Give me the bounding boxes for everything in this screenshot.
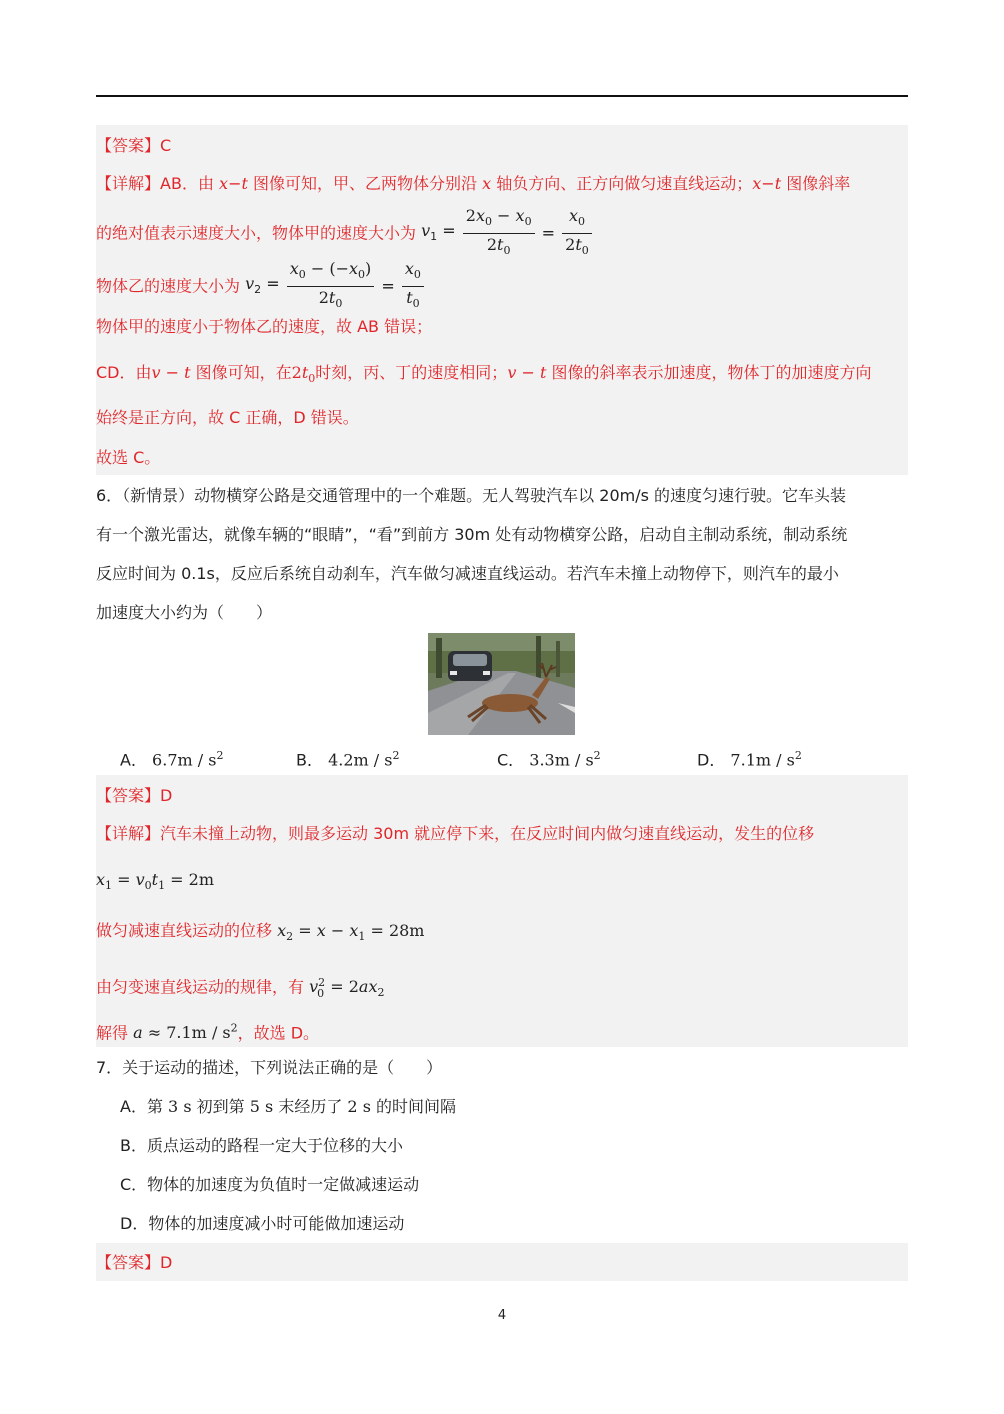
q7-answer-label: 【答案】D: [96, 1253, 173, 1272]
q7-option-b[interactable]: B．质点运动的路程一定大于位移的大小: [120, 1136, 403, 1155]
q5-answer-label: 【答案】C: [96, 136, 172, 155]
q7-option-d[interactable]: D．物体的加速度减小时可能做加速运动: [120, 1214, 405, 1233]
q7-option-a[interactable]: A．第 3 s 初到第 5 s 末经历了 2 s 的时间间隔: [120, 1097, 457, 1116]
q6-stem-line2: 有一个激光雷达，就像车辆的“眼睛”，“看”到前方 30m 处有动物横穿公路，启动自主制动系统，制动系统: [96, 525, 848, 544]
header-rule: [96, 95, 908, 97]
q5-detail-line7: 故选 C。: [96, 448, 161, 467]
q6-detail-line4: 由匀变速直线运动的规律，有 $v_0^2 = 2ax_2$: [96, 976, 385, 1000]
page-number: 4: [497, 1308, 507, 1323]
q6-stem-line3: 反应时间为 0.1s，反应后系统自动刹车，汽车做匀减速直线运动。若汽车未撞上动物停下，则汽车的最小: [96, 564, 839, 583]
q5-detail-line1: 【详解】AB．由 x−t 图像可知，甲、乙两物体分别沿 x 轴负方向、正方向做匀速直线运动；x−t 图像斜率: [96, 174, 851, 193]
q6-detail-line1: 【详解】汽车未撞上动物，则最多运动 30m 就应停下来，在反应时间内做匀速直线运动，发生的位移: [96, 824, 815, 843]
q6-stem-line1: 6．（新情景）动物横穿公路是交通管理中的一个难题。无人驾驶汽车以 20m/s 的速度匀速行驶。它车头装: [96, 486, 847, 505]
q6-option-a[interactable]: A． $6.7m / s^2$: [120, 749, 224, 770]
q6-detail-line5: 解得 $a \approx 7.1m / s^2$，故选 D。: [96, 1022, 320, 1043]
q6-option-c[interactable]: C． $3.3m / s^2$: [497, 749, 601, 770]
q6-answer-box: [96, 775, 908, 1047]
q5-detail-line2: 的绝对值表示速度大小，物体甲的速度大小为 $v_1$ = $\frac{2x_0 - x_0}{2t_0}$ = $\frac{x_0}{2t_0}$: [96, 205, 594, 262]
q7-answer-box: [96, 1243, 908, 1281]
q6-detail-eq1: $x_1 = v_0t_1 = 2m$: [96, 870, 215, 893]
q6-detail-line3: 做匀减速直线运动的位移 $x_2 = x - x_1 = 28m$: [96, 921, 425, 944]
deer-crossing-road-photo: [428, 633, 575, 735]
q6-option-b[interactable]: B． $4.2m / s^2$: [296, 749, 400, 770]
q5-detail-line3: 物体乙的速度大小为 $v_2$ = $\frac{x_0 - (-x_0)}{2t_0}$ = $\frac{x_0}{t_0}$: [96, 258, 426, 315]
q5-detail-line4: 物体甲的速度小于物体乙的速度，故 AB 错误；: [96, 317, 433, 336]
q5-detail-line6: 始终是正方向，故 C 正确，D 错误。: [96, 408, 359, 427]
q5-detail-line5: CD．由v − t 图像可知，在$2t_0$时刻，丙、丁的速度相同；v − t 图像的斜率表示加速度，物体丁的加速度方向: [96, 363, 872, 386]
q7-option-c[interactable]: C．物体的加速度为负值时一定做减速运动: [120, 1175, 420, 1194]
q7-stem: 7．关于运动的描述，下列说法正确的是（ ）: [96, 1058, 443, 1077]
q6-option-d[interactable]: D． $7.1m / s^2$: [697, 749, 802, 770]
q6-answer-label: 【答案】D: [96, 786, 173, 805]
q6-stem-line4: 加速度大小约为（ ）: [96, 603, 273, 622]
